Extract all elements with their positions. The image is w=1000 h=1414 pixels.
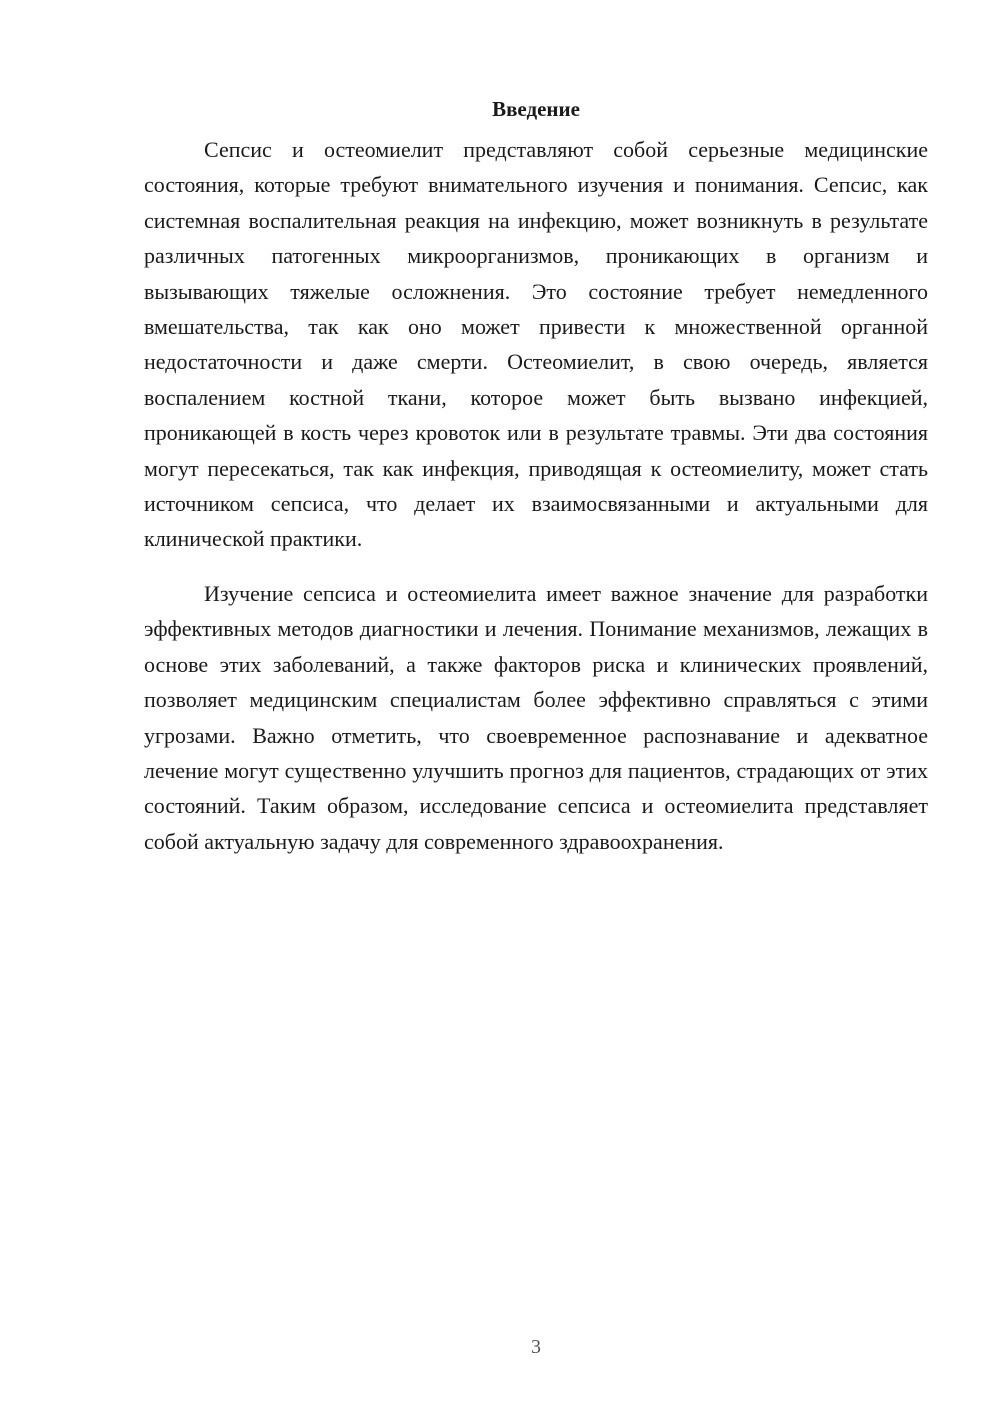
paragraph-1: Сепсис и остеомиелит представляют собой серьезные медицинские состояния, которые требуют внимательного изучения и понимания. Сепсис, как системная воспалительная реакция на инфекцию, может возникнуть в результате различных патогенных микроорганизмов, проникающих в организм и вызывающих тяжелые осложнения. Это состояние требует немедленного вмешательства, так как оно может привести к множественной органной недостаточности и даже смерти. Остеомиелит, в свою очередь, является воспалением костной ткани, которое может быть вызвано инфекцией, проникающей в кость через кровоток или в результате травмы. Эти два состояния могут пересекаться, так как инфекция, приводящая к остеомиелиту, может стать источником сепсиса, что делает их взаимосвязанными и актуальными для клинической практики. xyxy=(144,137,928,552)
page-number: 3 xyxy=(531,1336,541,1358)
section-heading: Введение xyxy=(492,97,580,121)
page-content xyxy=(144,92,928,859)
paragraph-2: Изучение сепсиса и остеомиелита имеет важное значение для разработки эффективных методов диагностики и лечения. Понимание механизмов, лежащих в основе этих заболеваний, а также факторов риска и клинических проявлений, позволяет медицинским специалистам более эффективно справляться с этими угрозами. Важно отметить, что своевременное распознавание и адекватное лечение могут существенно улучшить прогноз для пациентов, страдающих от этих состояний. Таким образом, исследование сепсиса и остеомиелита представляет собой актуальную задачу для современного здравоохранения. xyxy=(144,580,928,854)
